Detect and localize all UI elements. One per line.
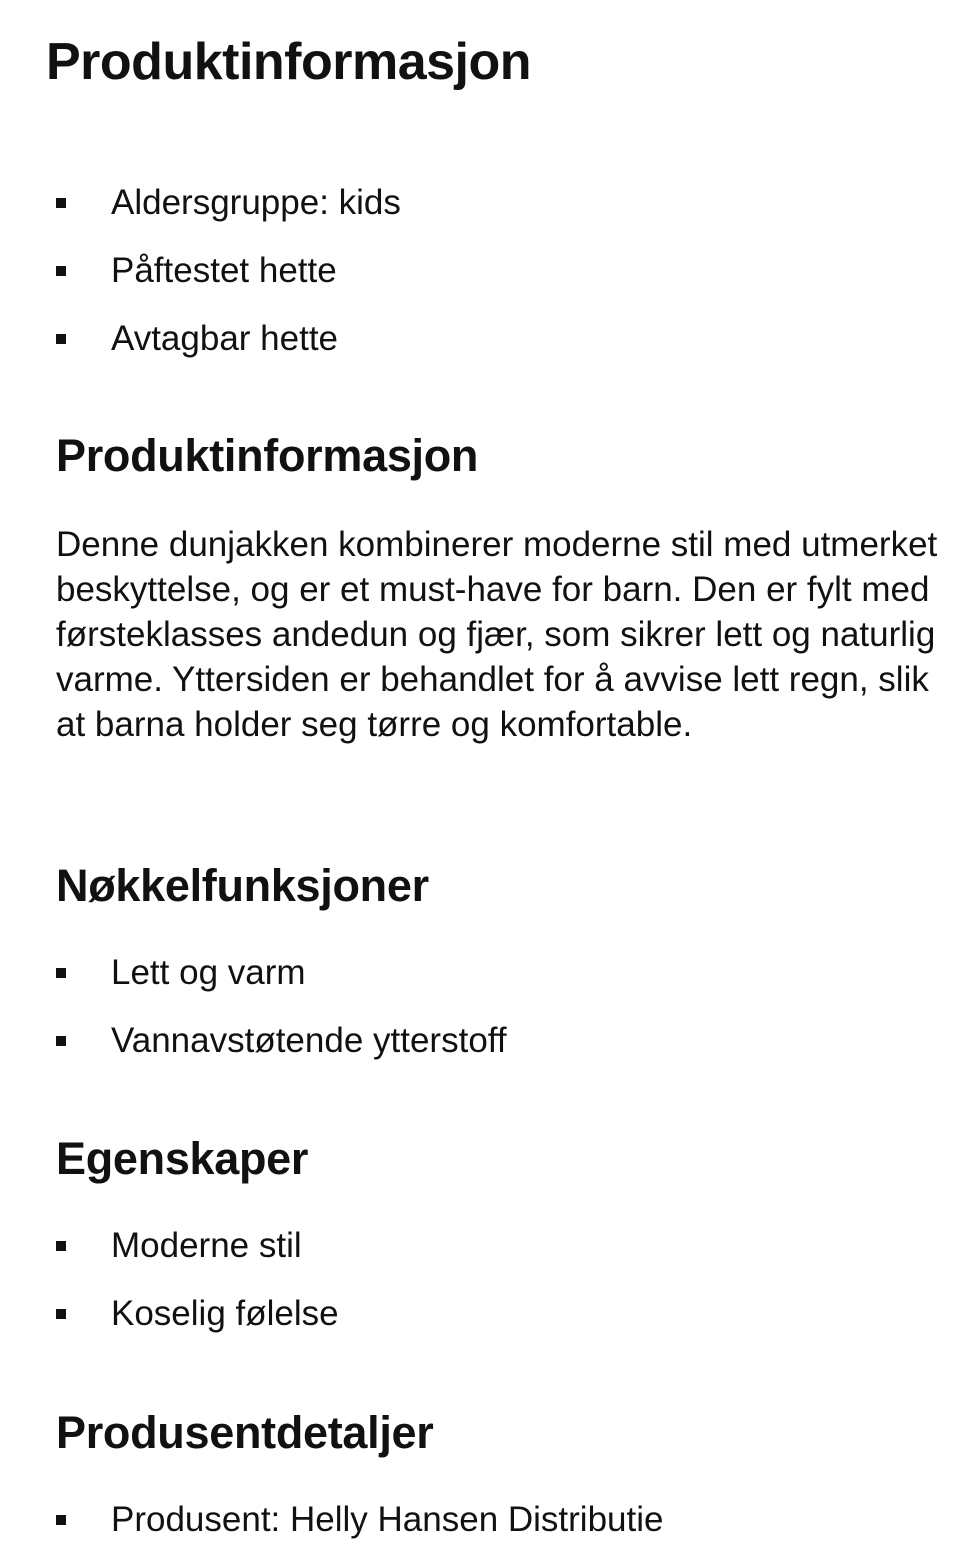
list-item-age-group [56,169,401,237]
key-features-heading: Nøkkelfunksjoner [56,860,429,911]
list-item-cozy-feel [56,1280,339,1348]
list-item-manufacturer [56,1486,663,1554]
list-item-label: Vannavstøtende ytterstoff [111,1021,507,1060]
list-item-attached-hood [56,237,401,305]
list-item-label: Påftestet hette [111,251,337,290]
key-features-list [56,939,507,1075]
page-title: Produktinformasjon [46,33,532,91]
list-item-detachable-hood [56,305,401,373]
list-item-label: Moderne stil [111,1226,302,1265]
list-item-label: Avtagbar hette [111,319,339,358]
product-description: Denne dunjakken kombinerer moderne stil med utmerket beskyttelse, og er et must-have for barn. Den er fylt med førsteklasses andedun og fjær, som sikrer lett og naturlig varme. Yttersiden er behandlet for å avvise lett regn, slik at barna holder seg tørre og komfortable. [56,525,938,744]
bullet-square-icon [56,968,66,978]
list-item-modern-style [56,1212,339,1280]
bullet-square-icon [56,198,66,208]
properties-heading: Egenskaper [56,1133,309,1184]
list-item-label: Lett og varm [111,953,306,992]
list-item-label: Aldersgruppe: kids [111,183,401,222]
bullet-square-icon [56,266,66,276]
bullet-square-icon [56,334,66,344]
list-item-label: Produsent: Helly Hansen Distributie [111,1500,664,1539]
list-item-label: Koselig følelse [111,1294,339,1333]
bullet-square-icon [56,1309,66,1319]
list-item-light-warm [56,939,507,1007]
general-info-list [56,169,401,373]
manufacturer-list [56,1486,663,1554]
bullet-square-icon [56,1036,66,1046]
product-info-heading: Produktinformasjon [56,430,479,481]
bullet-square-icon [56,1241,66,1251]
list-item-water-repellent [56,1007,507,1075]
manufacturer-heading: Produsentdetaljer [56,1407,434,1458]
properties-list [56,1212,339,1348]
bullet-square-icon [56,1515,66,1525]
